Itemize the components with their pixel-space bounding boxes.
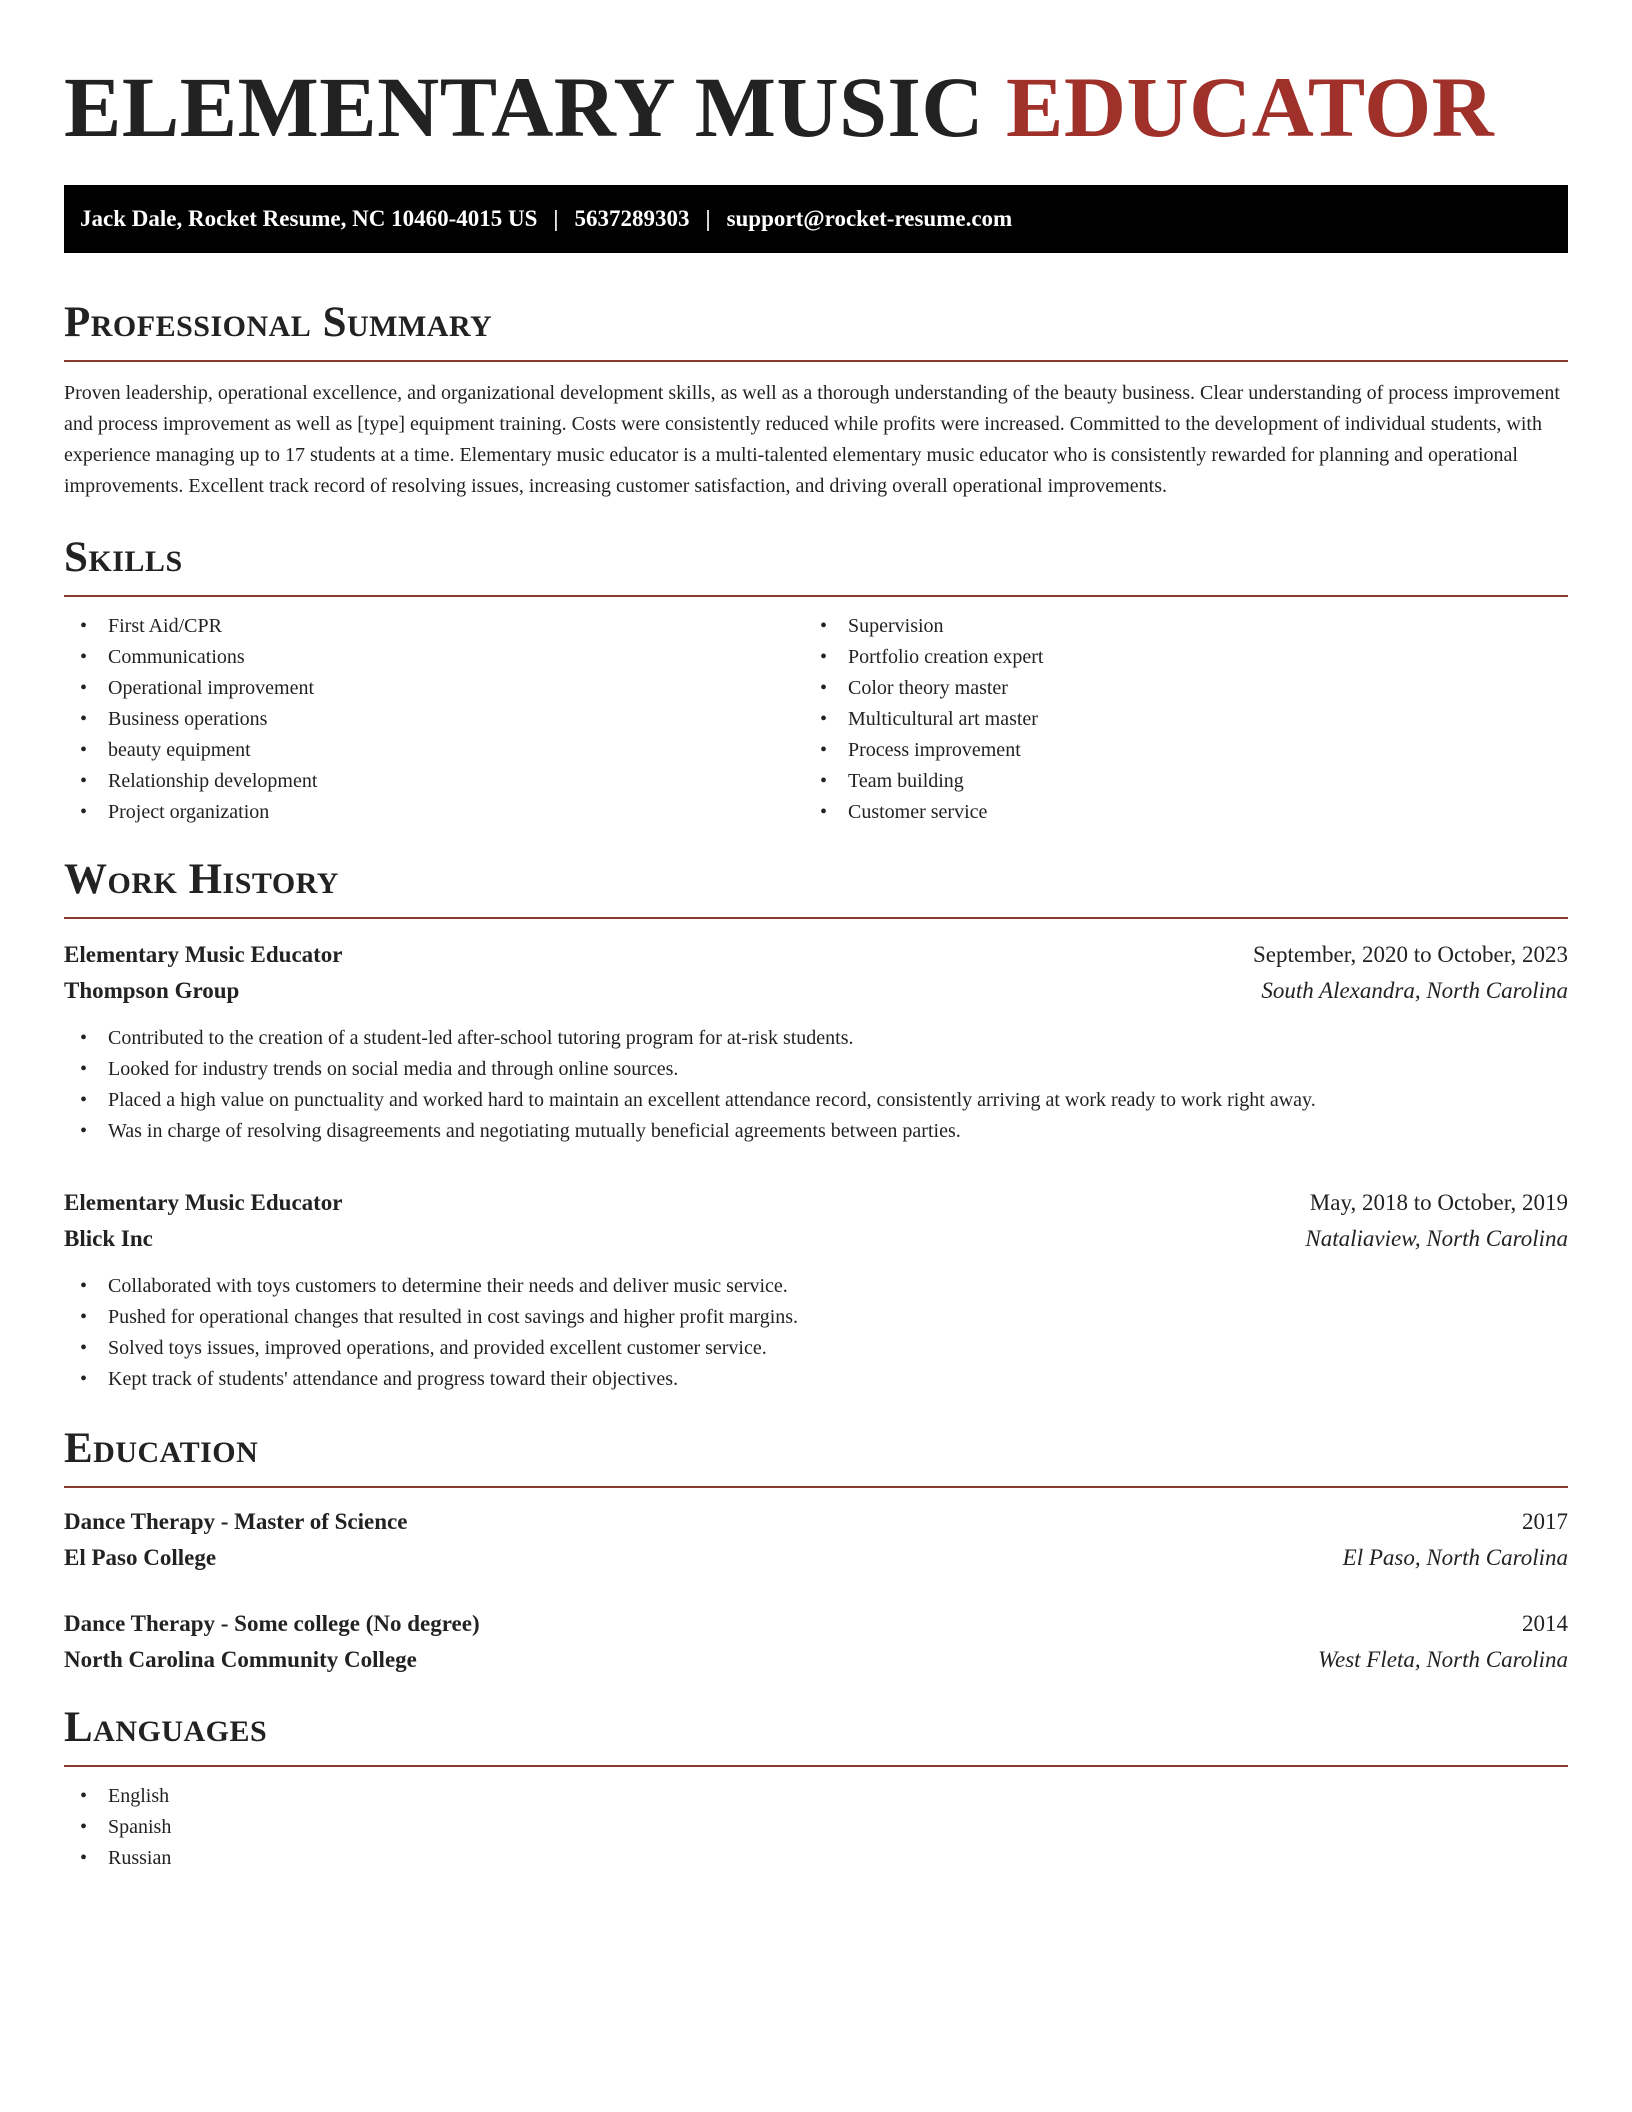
job-company: Blick Inc [64, 1226, 153, 1252]
contact-bar [64, 185, 1568, 253]
work-heading: Work History [64, 858, 1568, 919]
education-degree: Dance Therapy - Master of Science [64, 1509, 408, 1535]
education-location: El Paso, North Carolina [1342, 1545, 1568, 1571]
skill-item: • Color theory master [804, 673, 1544, 704]
skill-item: • Multicultural art master [804, 704, 1544, 735]
work-section [64, 858, 1568, 1395]
skill-item: • Relationship development [64, 766, 804, 797]
skill-item: • Operational improvement [64, 673, 804, 704]
skills-section [64, 536, 1568, 828]
education-entry [64, 1506, 1568, 1574]
job-location: South Alexandra, North Carolina [1261, 978, 1568, 1004]
title-main: ELEMENTARY MUSIC [64, 59, 984, 155]
job-bullet: • Placed a high value on punctuality and worked hard to maintain an excellent attendance record, consistently arriving at work ready to work right away. [64, 1085, 1568, 1116]
job-bullet: • Was in charge of resolving disagreements and negotiating mutually beneficial agreements between parties. [64, 1116, 1568, 1147]
job-bullet: • Kept track of students' attendance and progress toward their objectives. [64, 1364, 1568, 1395]
language-item: • Spanish [64, 1812, 1568, 1843]
job-entry [64, 1187, 1568, 1395]
job-dates: May, 2018 to October, 2019 [1309, 1190, 1568, 1216]
skill-item: • Business operations [64, 704, 804, 735]
contact-email: support@rocket-resume.com [726, 206, 1013, 232]
languages-list [64, 1781, 1568, 1874]
skills-grid [64, 597, 1568, 828]
skill-item: • Communications [64, 642, 804, 673]
languages-heading: Languages [64, 1706, 1568, 1767]
skill-item: • Portfolio creation expert [804, 642, 1544, 673]
education-year: 2017 [1522, 1509, 1568, 1535]
contact-address: Jack Dale, Rocket Resume, NC 10460-4015 US [80, 206, 538, 232]
summary-section [64, 301, 1568, 502]
job-row [64, 1187, 1568, 1219]
job-row [64, 1223, 1568, 1255]
education-school: El Paso College [64, 1545, 217, 1571]
education-location: West Fleta, North Carolina [1317, 1647, 1568, 1673]
resume-page [64, 0, 1568, 1874]
job-row [64, 975, 1568, 1007]
job-bullet: • Solved toys issues, improved operations, and provided excellent customer service. [64, 1333, 1568, 1364]
education-section [64, 1427, 1568, 1676]
job-bullets [64, 1023, 1568, 1147]
education-entry [64, 1608, 1568, 1676]
job-bullet: • Collaborated with toys customers to determine their needs and deliver music service. [64, 1271, 1568, 1302]
job-company: Thompson Group [64, 978, 240, 1004]
skills-heading: Skills [64, 536, 1568, 597]
contact-separator: | [705, 206, 711, 232]
education-row [64, 1506, 1568, 1538]
contact-phone: 5637289303 [574, 206, 690, 232]
education-row [64, 1608, 1568, 1640]
languages-section [64, 1706, 1568, 1874]
job-row [64, 939, 1568, 971]
skill-item: • Team building [804, 766, 1544, 797]
education-row [64, 1542, 1568, 1574]
summary-text: Proven leadership, operational excellence, and organizational development skills, as well as a thorough understanding of the beauty business. Clear understanding of process improvement and process improvement as well as [type] equipment training. Costs were consistently reduced while profits were increased. Committed to the development of individual students, with experience managing up to 17 students at a time. Elementary music educator is a multi-talented elementary music educator who is consistently rewarded for planning and operational improvements. Excellent track record of resolving issues, increasing customer satisfaction, and driving overall operational improvements. [64, 382, 1560, 498]
education-year: 2014 [1522, 1611, 1568, 1637]
skills-list-left [64, 611, 804, 828]
job-entry [64, 939, 1568, 1147]
job-title: Elementary Music Educator [64, 942, 343, 968]
contact-separator: | [553, 206, 559, 232]
language-item: • English [64, 1781, 1568, 1812]
summary-heading: Professional Summary [64, 301, 1568, 362]
skill-item: • beauty equipment [64, 735, 804, 766]
skill-item: • Project organization [64, 797, 804, 828]
job-bullets [64, 1271, 1568, 1395]
job-bullet: • Contributed to the creation of a student-led after-school tutoring program for at-risk students. [64, 1023, 1568, 1054]
education-school: North Carolina Community College [64, 1647, 417, 1673]
title-accent: EDUCATOR [1006, 59, 1495, 155]
job-bullet: • Looked for industry trends on social media and through online sources. [64, 1054, 1568, 1085]
skill-item: • Process improvement [804, 735, 1544, 766]
language-item: • Russian [64, 1843, 1568, 1874]
skills-list-right [804, 611, 1544, 828]
skill-item: • Supervision [804, 611, 1544, 642]
skill-item: • Customer service [804, 797, 1544, 828]
job-title: Elementary Music Educator [64, 1190, 343, 1216]
education-degree: Dance Therapy - Some college (No degree) [64, 1611, 480, 1637]
job-bullet: • Pushed for operational changes that resulted in cost savings and higher profit margins. [64, 1302, 1568, 1333]
job-dates: September, 2020 to October, 2023 [1253, 942, 1568, 968]
skill-item: • First Aid/CPR [64, 611, 804, 642]
resume-title [64, 56, 1568, 159]
job-location: Nataliaview, North Carolina [1305, 1226, 1568, 1252]
education-heading: Education [64, 1427, 1568, 1488]
education-row [64, 1644, 1568, 1676]
